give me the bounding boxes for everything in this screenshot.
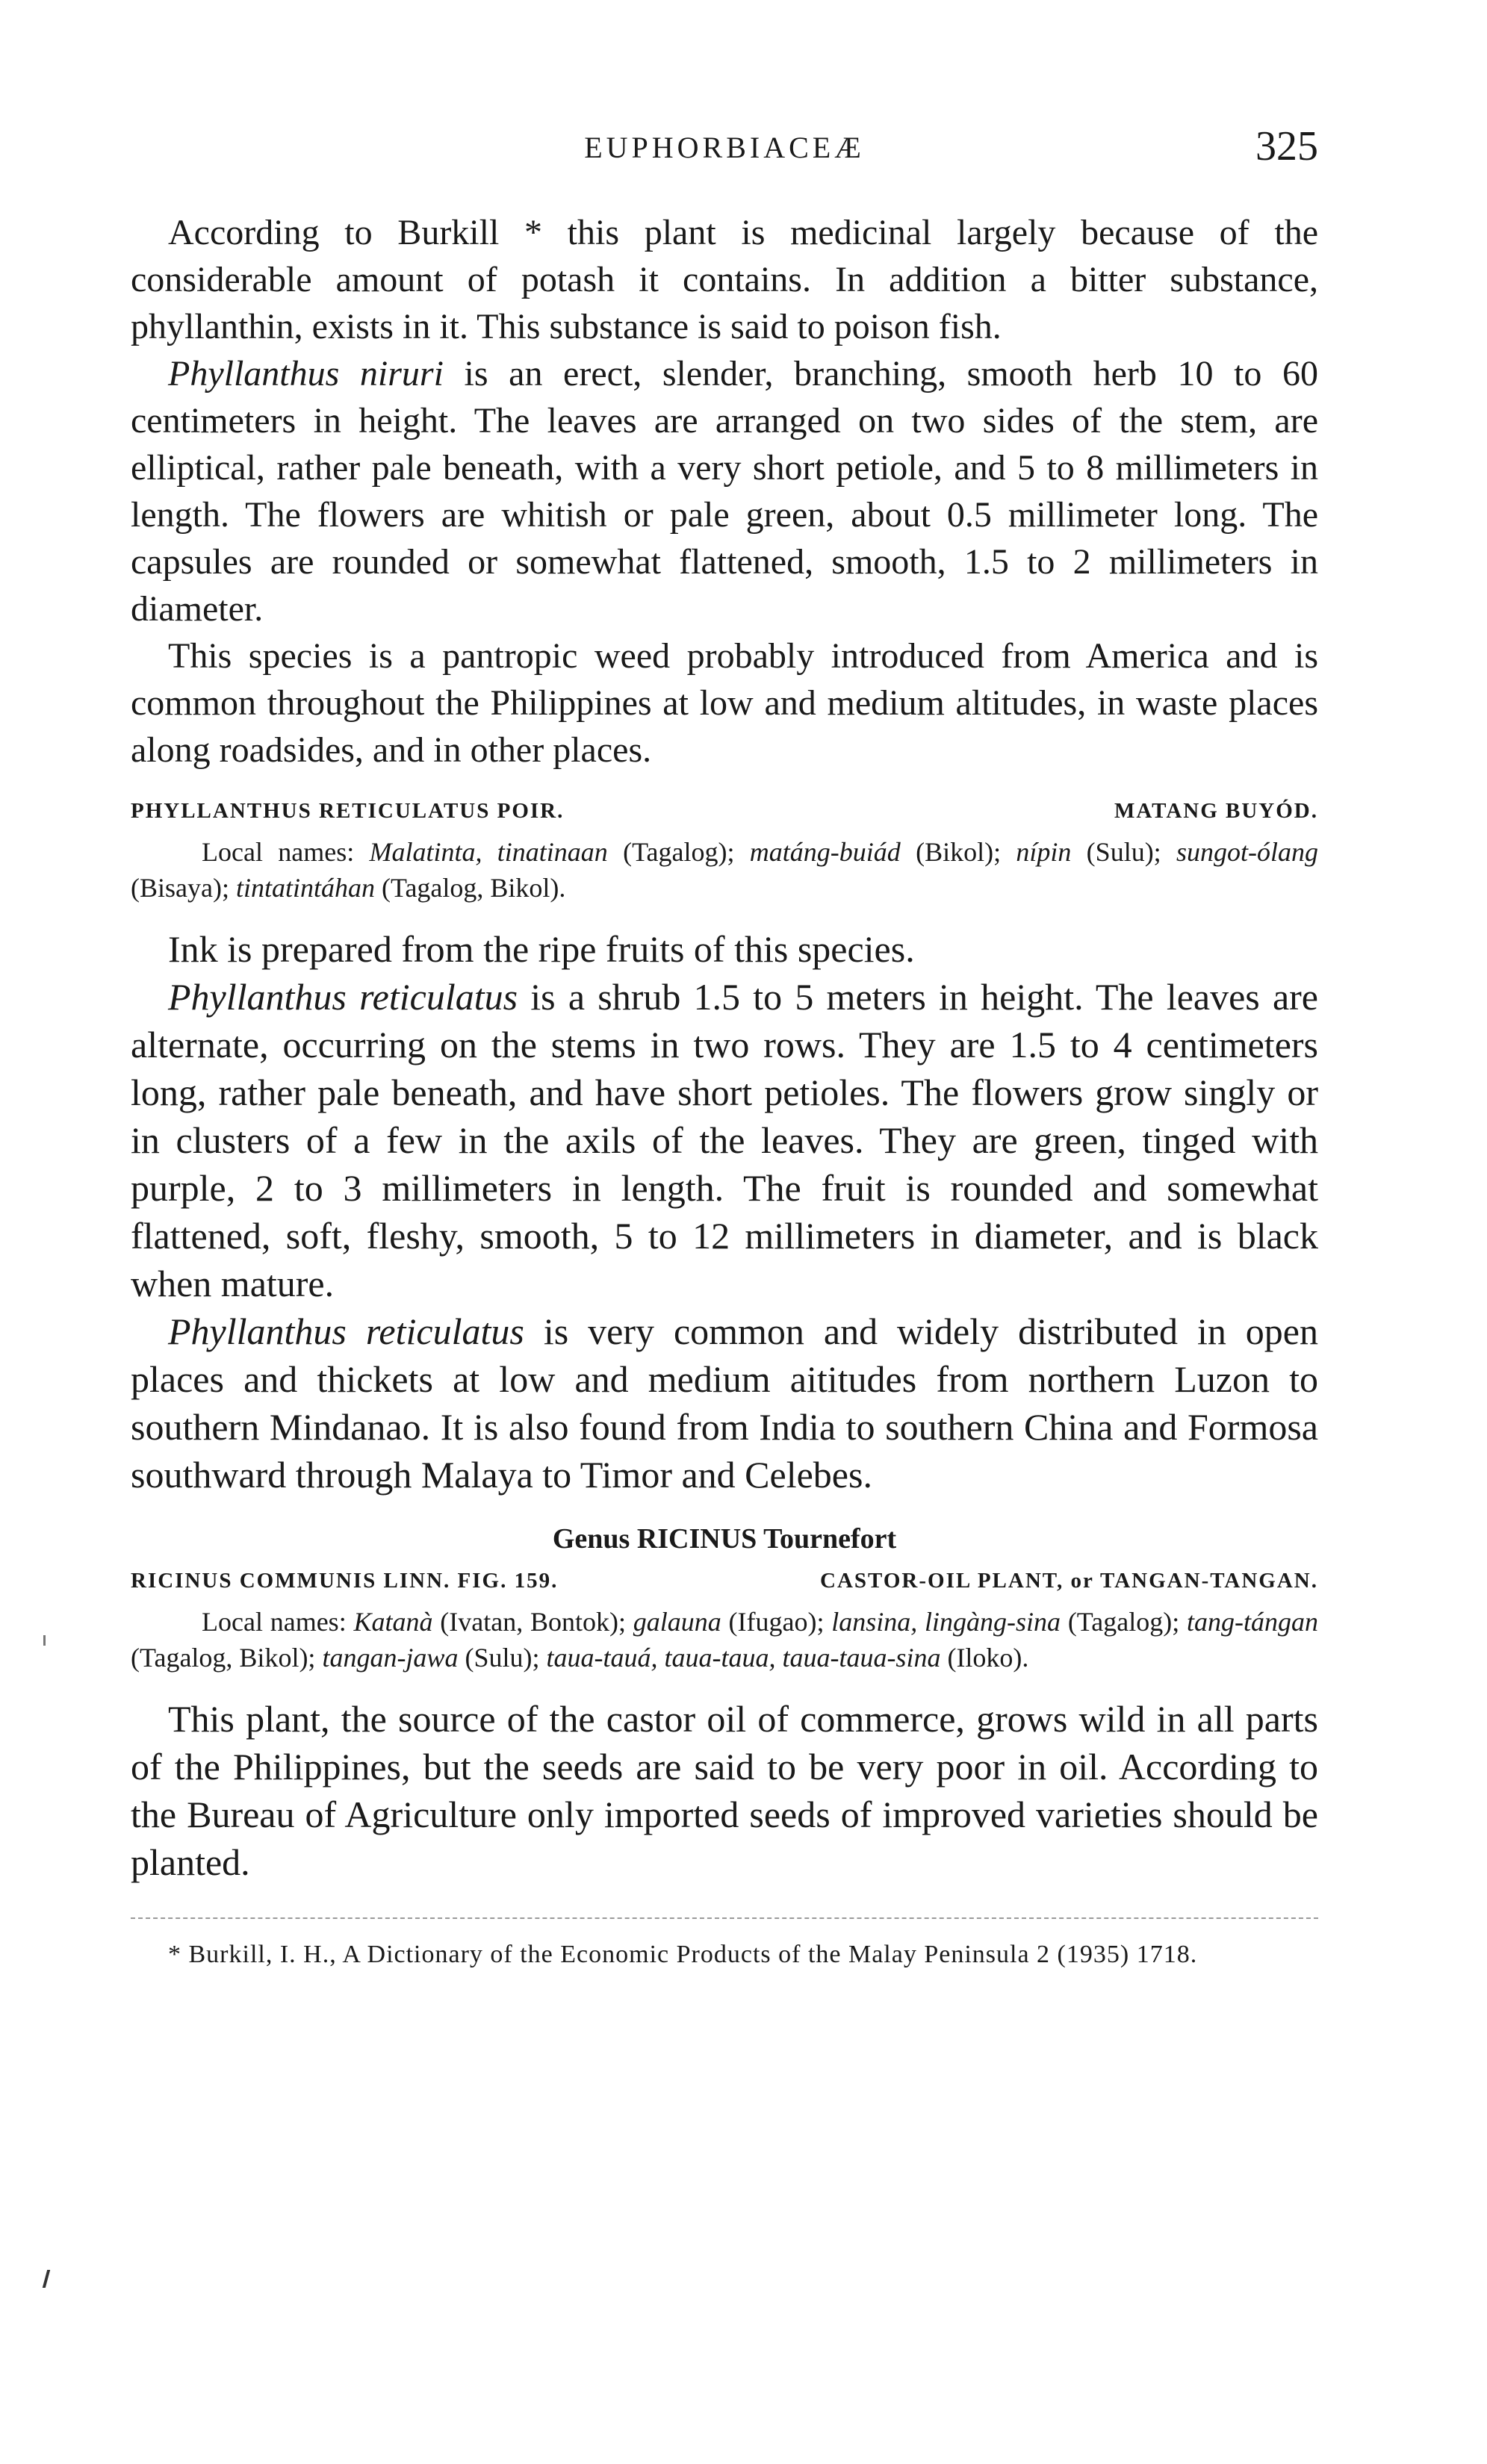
language-label: (Iloko).: [940, 1643, 1029, 1673]
local-names-label: Local names:: [202, 837, 370, 867]
paragraph-reticulatus-description: [131, 973, 1318, 1307]
local-name: matáng-buiád: [749, 837, 901, 867]
scan-mark: [43, 2270, 50, 2288]
scan-mark: [43, 1635, 46, 1646]
genus-heading: Genus RICINUS Tournefort: [552, 1523, 897, 1555]
local-names-label: Local names:: [202, 1607, 354, 1637]
local-name: lansina, lingàng-sina: [831, 1607, 1061, 1637]
local-name: tintatintáhan: [235, 873, 375, 903]
paragraph-reticulatus-distribution: [131, 1307, 1318, 1499]
language-label: (Tagalog);: [607, 837, 750, 867]
paragraph-ink: Ink is prepared from the ripe fruits of this species.: [168, 928, 915, 970]
species-name: Phyllanthus niruri: [168, 354, 444, 393]
local-name: tangan-jawa: [322, 1643, 459, 1673]
local-name: galauna: [633, 1607, 721, 1637]
species-heading-latin: RICINUS COMMUNIS LINN. FIG. 159.: [131, 1569, 559, 1593]
paragraph-text: is an erect, slender, branching, smooth herb 10 to 60 centimeters in height. The leaves are arranged on two sides of the stem, are elliptical, rather pale beneath, with a very short petiole, and 5 to 8 millimeters in length. The flowers are whitish or pale green, about 0.5 millimeter long. The capsules are rounded or somewhat flattened, smooth, 1.5 to 2 millimeters in diameter.: [131, 354, 1318, 629]
language-label: (Bikol);: [900, 837, 1016, 867]
language-label: (Tagalog);: [1061, 1607, 1188, 1637]
local-name: sungot-ólang: [1176, 837, 1318, 867]
local-name: taua-tauá, taua-taua, taua-taua-sina: [546, 1643, 941, 1673]
running-head: EUPHORBIACEÆ: [584, 131, 865, 164]
footnote-divider: [131, 1917, 1318, 1919]
local-names-reticulatus: [131, 834, 1318, 906]
paragraph-text: is very common and widely distributed in open places and thickets at low and medium aititudes from northern Luzon to southern Mindanao. It is also found from India to southern China and Formosa southward through Malaya to Timor and Celebes.: [131, 1310, 1318, 1496]
local-name: nípin: [1016, 837, 1072, 867]
species-heading-common: MATANG BUYÓD.: [1114, 799, 1318, 823]
language-label: (Ivatan, Bontok);: [432, 1607, 633, 1637]
language-label: (Ifugao);: [721, 1607, 832, 1637]
language-label: (Tagalog, Bikol);: [131, 1643, 323, 1673]
species-heading-latin: PHYLLANTHUS RETICULATUS POIR.: [131, 799, 565, 823]
species-heading-ricinus: [131, 1569, 1318, 1593]
language-label: (Sulu);: [458, 1643, 547, 1673]
local-name: Katanà: [353, 1607, 433, 1637]
paragraph-castor-oil: This plant, the source of the castor oil of commerce, grows wild in all parts of the Philippines, but the seeds are said to be very poor in oil. According to the Bureau of Agriculture only imported seeds of improved varieties should be planted.: [131, 1698, 1318, 1883]
page-number: 325: [1255, 123, 1318, 169]
footnote-burkill: * Burkill, I. H., A Dictionary of the Economic Products of the Malay Peninsula 2 (1935) 1718.: [168, 1941, 1198, 1968]
species-name: Phyllanthus reticulatus: [168, 1310, 524, 1352]
local-name: tang-tángan: [1187, 1607, 1319, 1637]
paragraph-burkill-potash: According to Burkill * this plant is medicinal largely because of the considerable amount of potash it contains. In addition a bitter substance, phyllanthin, exists in it. This substance is said to poison fish.: [131, 213, 1318, 346]
page-header: [131, 122, 1318, 175]
language-label: (Sulu);: [1071, 837, 1176, 867]
local-name: Malatinta, tinatinaan: [369, 837, 608, 867]
page-body: [131, 209, 1318, 1973]
paragraph-niruri-description: [131, 350, 1318, 632]
species-name: Phyllanthus reticulatus: [168, 976, 518, 1018]
paragraph-niruri-distribution: This species is a pantropic weed probably introduced from America and is common throughout the Philippines at low and medium altitudes, in waste places along roadsides, and in other places.: [131, 636, 1318, 770]
language-label: (Tagalog, Bikol).: [374, 873, 566, 903]
language-label: (Bisaya);: [131, 873, 236, 903]
species-heading-reticulatus: [131, 799, 1318, 824]
paragraph-text: is a shrub 1.5 to 5 meters in height. The leaves are alternate, occurring on the stems in two rows. They are 1.5 to 4 centimeters long, rather pale beneath, and have short petioles. The flowers grow singly or in clusters of a few in the axils of the leaves. They are green, tinged with purple, 2 to 3 millimeters in length. The fruit is rounded and somewhat flattened, soft, fleshy, smooth, 5 to 12 millimeters in diameter, and is black when mature.: [131, 976, 1318, 1304]
species-heading-common: CASTOR-OIL PLANT, or TANGAN-TANGAN.: [820, 1569, 1318, 1593]
local-names-ricinus: [131, 1604, 1318, 1676]
